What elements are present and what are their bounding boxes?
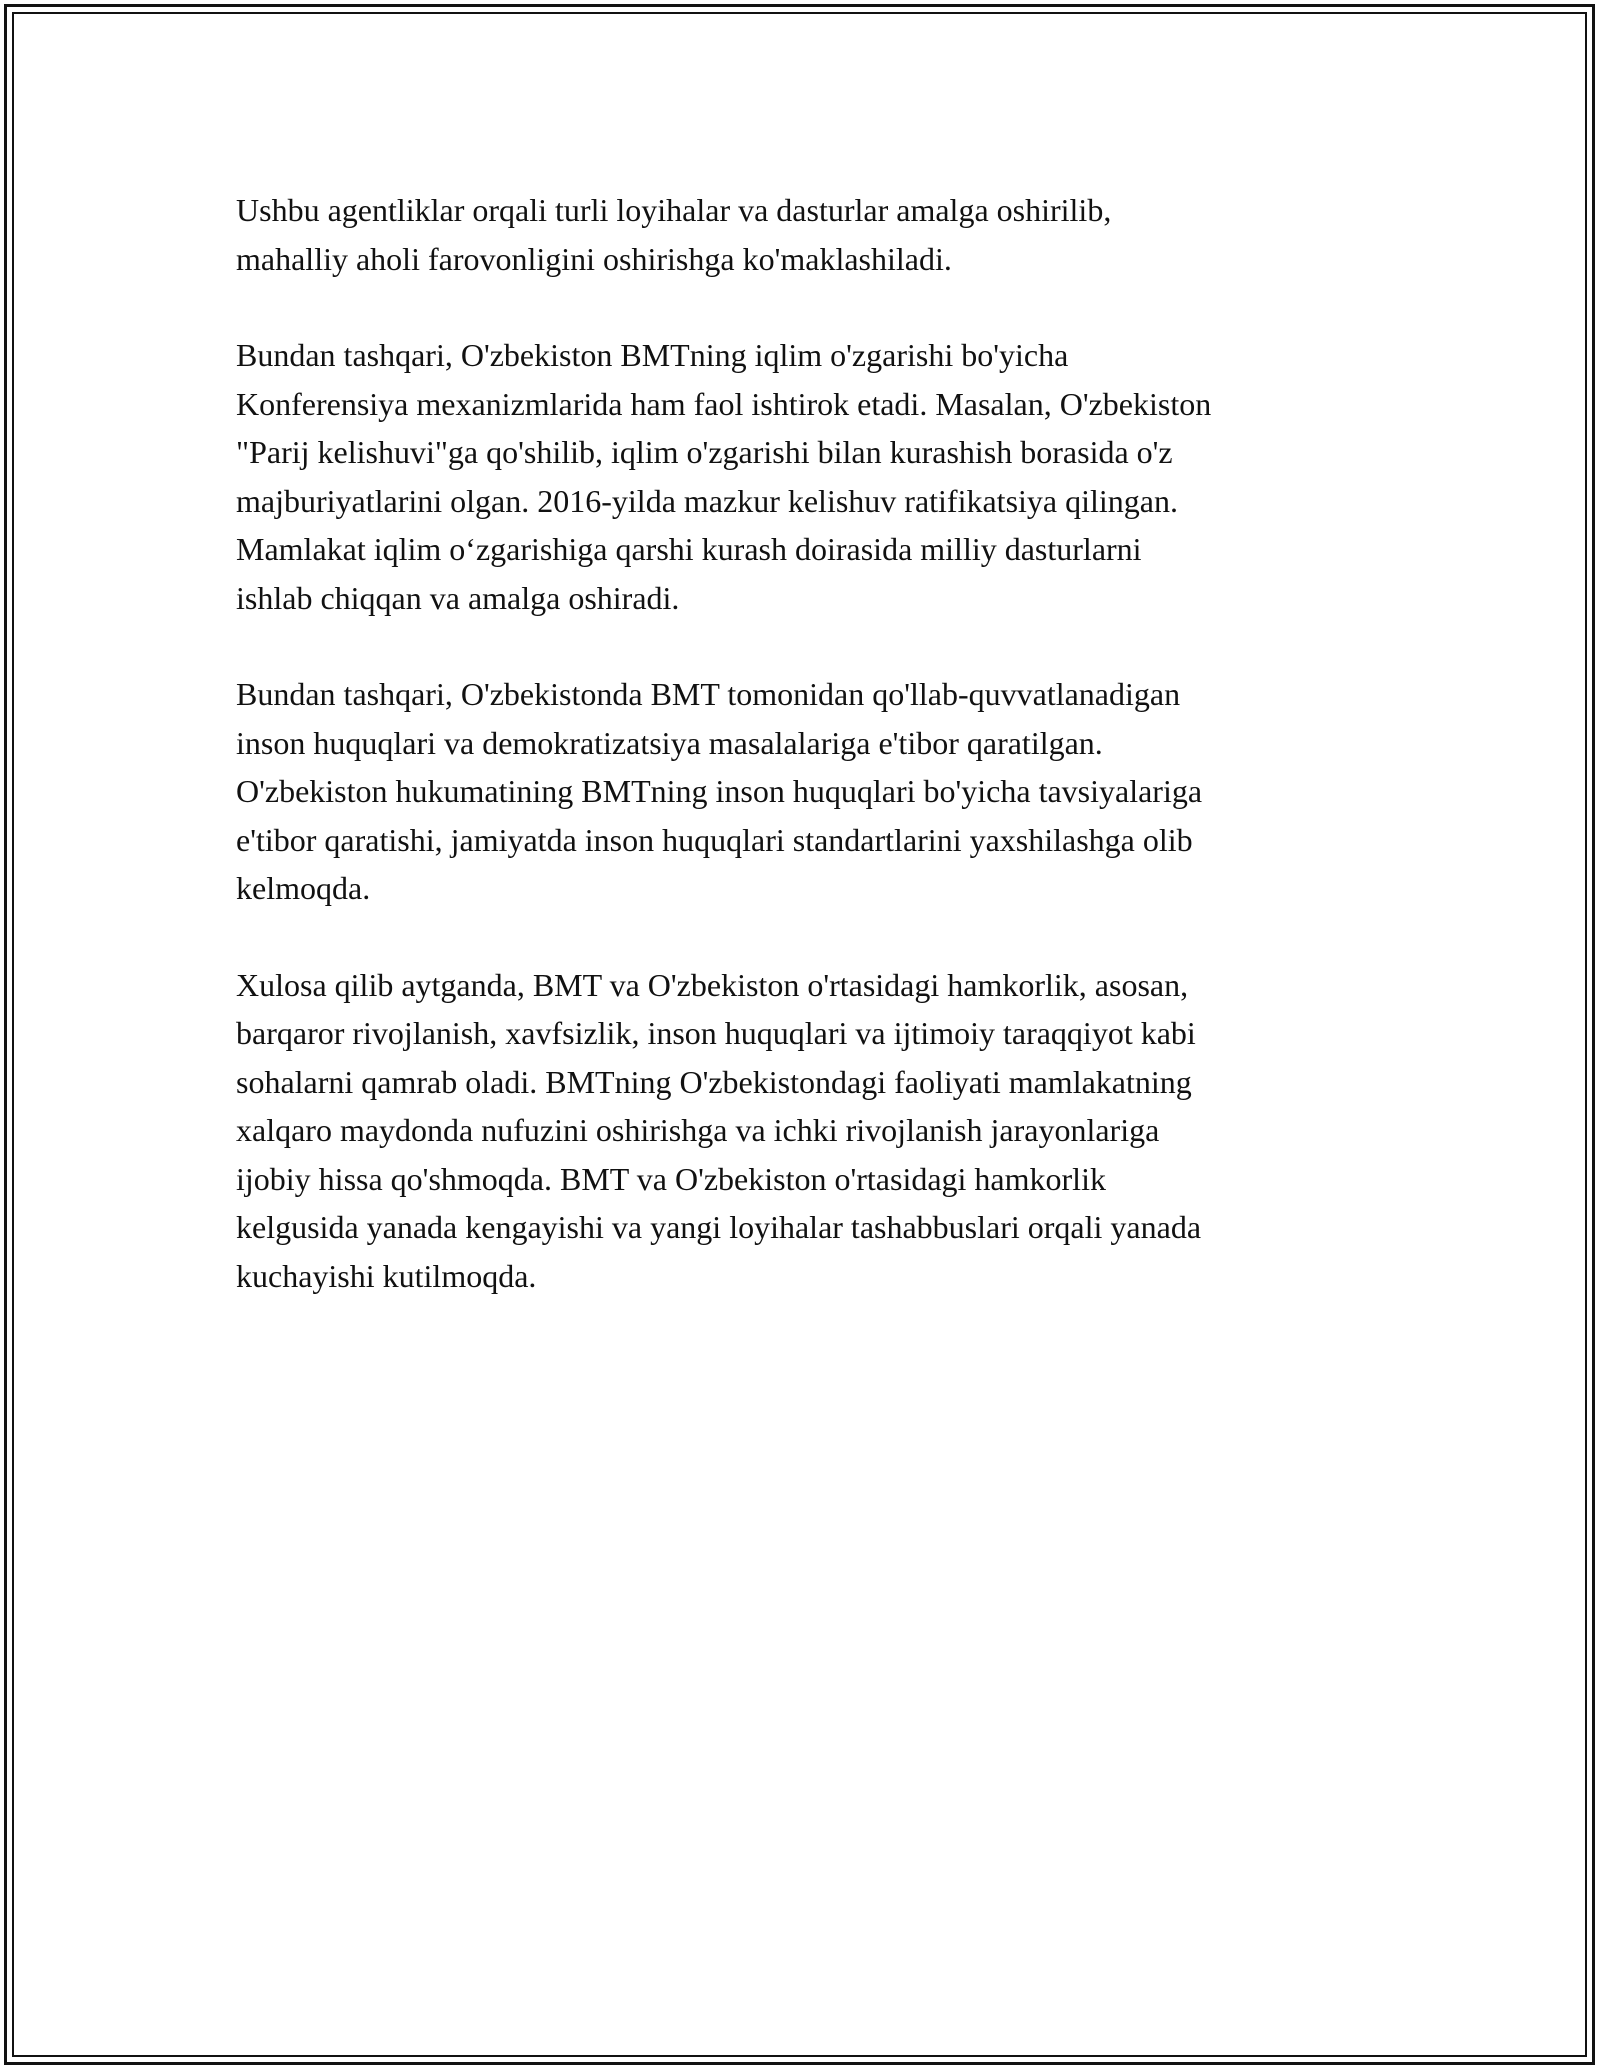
paragraph-2: Bundan tashqari, O'zbekiston BMTning iqlim o'zgarishi bo'yicha Konferensiya mexanizmlarida ham faol ishtirok etadi. Masalan, O'zbekiston "Parij kelishuvi"ga qo'shilib, iqlim o'zgarishi bilan kurashish borasida o'z majburiyatlarini olgan. 2016-yilda mazkur kelishuv ratifikatsiya qilingan. Mamlakat iqlim o‘zgarishiga qarshi kurash doirasida milliy dasturlarni ishlab chiqqan va amalga oshiradi. <box>236 337 1212 616</box>
paragraph-4: Xulosa qilib aytganda, BMT va O'zbekiston o'rtasidagi hamkorlik, asosan, barqaror rivojlanish, xavfsizlik, inson huquqlari va ijtimoiy taraqqiyot kabi sohalarni qamrab oladi. BMTning O'zbekistondagi faoliyati mamlakatning xalqaro maydonda nufuzini oshirishga va ichki rivojlanish jarayonlariga ijobiy hissa qo'shmoqda. BMT va O'zbekiston o'rtasidagi hamkorlik kelgusida yanada kengayishi va yangi loyihalar tashabbuslari orqali yanada kuchayishi kutilmoqda. <box>236 966 1202 1294</box>
paragraph-1: Ushbu agentliklar orqali turli loyihalar va dasturlar amalga oshirilib, mahalliy aholi farovonligini oshirishga ko'maklashiladi. <box>236 192 1112 277</box>
paragraph-3: Bundan tashqari, O'zbekistonda BMT tomonidan qo'llab-quvvatlanadigan inson huquqlari va demokratizatsiya masalalariga e'tibor qaratilgan. O'zbekiston hukumatining BMTning inson huquqlari bo'yicha tavsiyalariga e'tibor qaratishi, jamiyatda inson huquqlari standartlarini yaxshilashga olib kelmoqda. <box>236 676 1203 906</box>
document-body <box>236 186 1366 1348</box>
